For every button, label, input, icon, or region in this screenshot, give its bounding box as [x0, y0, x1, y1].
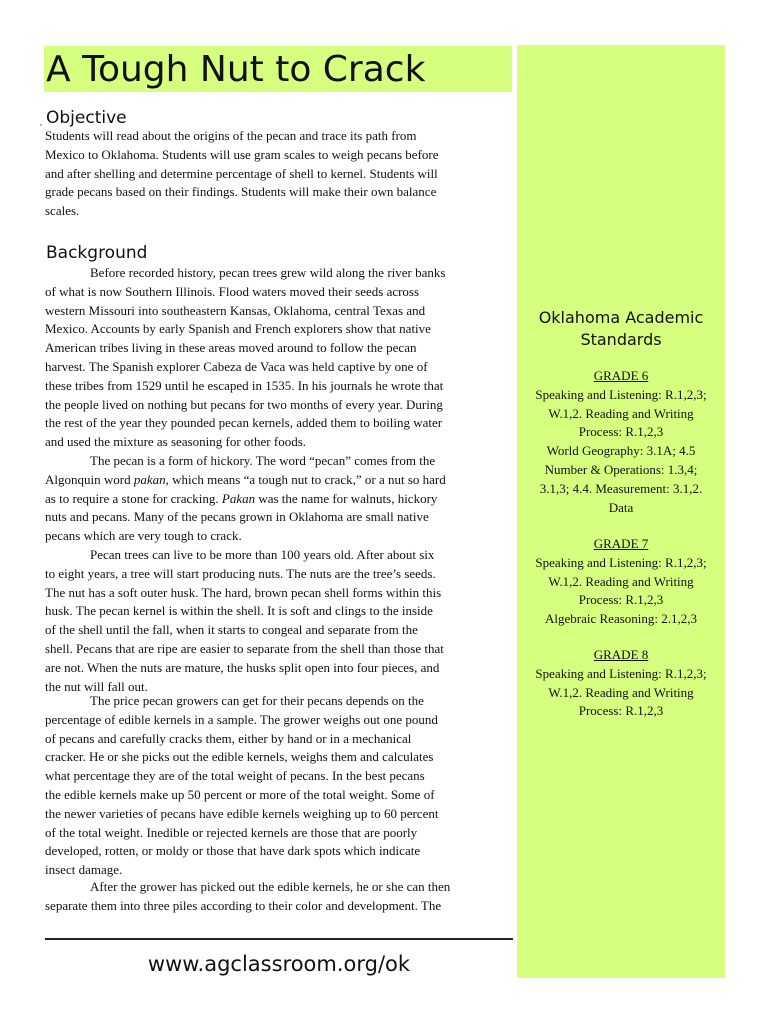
body-line: The pecan is a form of hickory. The word “pecan” comes from the	[90, 453, 436, 468]
body-line: cracker. He or she picks out the edible kernels, weighs them and calculates	[45, 749, 434, 765]
standard-line: Process: R.1,2,3	[578, 703, 664, 719]
body-line: of the shell until the fall, when it starts to congeal and separate from the	[45, 622, 418, 638]
body-line: insect damage.	[45, 862, 123, 878]
standards-heading-line: Oklahoma Academic	[538, 308, 704, 327]
body-line: the edible kernels make up 50 percent or more of the total weight. Some of	[45, 786, 435, 802]
body-line: Mexico. Accounts by early Spanish and French explorers show that native	[45, 321, 431, 337]
body-line: separate them into three piles according to their color and development. The	[45, 897, 442, 913]
body-line: husk. The pecan kernel is within the shell. It is soft and clings to the inside	[45, 603, 433, 619]
objective-heading: Objective	[46, 108, 127, 128]
stray-mark: ,	[40, 118, 42, 127]
objective-line: grade pecans based on their findings. Students will make their own balance	[45, 184, 437, 200]
standard-line: W.1,2. Reading and Writing	[548, 684, 694, 700]
page-title: A Tough Nut to Crack	[46, 49, 426, 90]
grade-7-title: GRADE 7	[593, 536, 649, 551]
body-line: shell. Pecans that are ripe are easier to separate from the shell than those that	[45, 640, 444, 656]
standard-line: Algebraic Reasoning: 2.1,2,3	[545, 611, 697, 627]
body-line: The price pecan growers can get for their pecans depends on the	[90, 693, 424, 708]
title-banner	[44, 46, 512, 92]
standard-line: Process: R.1,2,3	[578, 424, 664, 440]
grade-6-title: GRADE 6	[593, 368, 649, 383]
italic-term: pakan	[133, 471, 166, 487]
body-line: nuts and pecans. Many of the pecans grown in Oklahoma are small native	[45, 509, 429, 525]
italic-term: Pakan	[221, 490, 256, 506]
objective-line: Students will read about the origins of the pecan and trace its path from	[45, 128, 417, 143]
standards-sidebar	[517, 45, 725, 978]
body-line: the rest of the year they pounded pecan kernels, added them to boiling water	[45, 415, 443, 431]
standard-line: Speaking and Listening: R.1,2,3;	[535, 386, 707, 402]
body-line: of pecans and carefully cracks them, either by hand or in a mechanical	[45, 730, 412, 746]
standard-line: World Geography: 3.1A; 4.5	[546, 443, 696, 459]
standard-line: W.1,2. Reading and Writing	[548, 405, 694, 421]
body-line: of what is now Southern Illinois. Flood waters moved their seeds across	[45, 283, 420, 299]
body-line: what percentage they are of the total weight of pecans. In the best pecans	[45, 768, 425, 784]
body-line: developed, rotten, or moldy or those that have dark spots which indicate	[45, 843, 421, 859]
standard-line: 3.1,3; 4.4. Measurement: 3.1,2.	[539, 480, 703, 496]
standard-line: W.1,2. Reading and Writing	[548, 573, 694, 589]
grade-6-block	[517, 367, 725, 517]
body-line: American tribes living in these areas moved around to follow the pecan	[45, 340, 417, 356]
grade-8-title: GRADE 8	[593, 647, 649, 662]
grade-8-block	[517, 646, 725, 721]
body-line: the nut will fall out.	[45, 678, 148, 694]
footer-url[interactable]: www.agclassroom.org/ok	[147, 952, 411, 976]
background-paragraph-3	[45, 546, 513, 696]
body-line: and used the mixture as seasoning for other foods.	[45, 434, 307, 450]
footer-divider	[45, 938, 513, 940]
standards-heading	[517, 307, 725, 351]
body-line: the people lived on nothing but pecans for two months of every year. During	[45, 396, 443, 412]
standards-heading-line: Standards	[580, 330, 662, 349]
body-line: these tribes from 1529 until he escaped in 1535. In his journals he wrote that	[45, 377, 444, 393]
background-paragraph-4	[45, 692, 513, 880]
standard-line: Speaking and Listening: R.1,2,3;	[535, 554, 707, 570]
background-paragraph-2	[45, 452, 513, 546]
body-line	[45, 471, 513, 490]
background-paragraph-5	[45, 878, 513, 916]
body-text: as to require a stone for cracking.	[45, 490, 222, 506]
standard-line: Speaking and Listening: R.1,2,3;	[535, 665, 707, 681]
body-line: percentage of edible kernels in a sample. The grower weighs out one pound	[45, 711, 438, 727]
body-text: Algonquin word	[45, 471, 134, 487]
standard-line: Data	[608, 499, 634, 515]
standard-line: Number & Operations: 1.3,4;	[544, 461, 698, 477]
body-line: to eight years, a tree will start producing nuts. The nuts are the tree’s seeds.	[45, 565, 436, 581]
body-line	[45, 490, 513, 509]
objective-line: Mexico to Oklahoma. Students will use gram scales to weigh pecans before	[45, 146, 439, 162]
body-line: After the grower has picked out the edible kernels, he or she can then	[90, 879, 451, 894]
body-text: , which means “a tough nut to crack,” or a nut so hard	[165, 471, 446, 487]
body-line: western Missouri into southeastern Kansas, Oklahoma, central Texas and	[45, 302, 426, 318]
body-text: was the name for walnuts, hickory	[255, 490, 438, 506]
body-line: The nut has a soft outer husk. The hard, brown pecan shell forms within this	[45, 584, 442, 600]
grade-7-block	[517, 535, 725, 629]
body-line: harvest. The Spanish explorer Cabeza de Vaca was held captive by one of	[45, 358, 428, 374]
objective-line: and after shelling and determine percentage of shell to kernel. Students will	[45, 165, 438, 181]
body-line: of the total weight. Inedible or rejected kernels are those that are poorly	[45, 824, 418, 840]
background-paragraph-1	[45, 264, 513, 452]
objective-line: scales.	[45, 203, 80, 219]
background-heading: Background	[46, 243, 148, 263]
body-line: Before recorded history, pecan trees grew wild along the river banks	[90, 265, 446, 280]
body-line: the newer varieties of pecans have edible kernels weighing up to 60 percent	[45, 805, 439, 821]
body-line: are not. When the nuts are mature, the husks split open into four pieces, and	[45, 659, 440, 675]
body-line: pecans which are very tough to crack.	[45, 528, 242, 544]
objective-paragraph	[45, 127, 513, 221]
standard-line: Process: R.1,2,3	[578, 592, 664, 608]
body-line: Pecan trees can live to be more than 100 years old. After about six	[90, 547, 435, 562]
